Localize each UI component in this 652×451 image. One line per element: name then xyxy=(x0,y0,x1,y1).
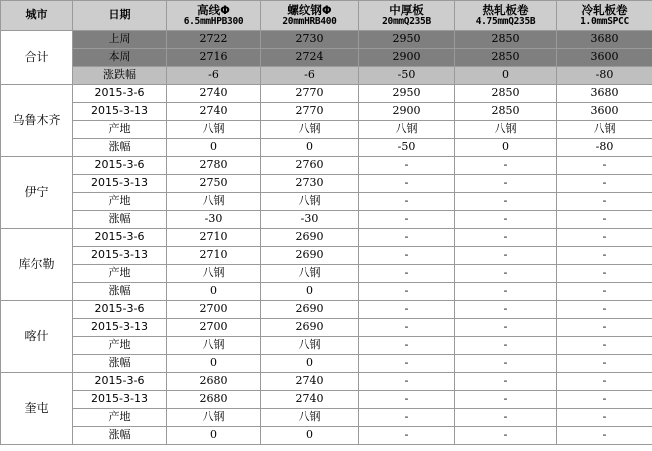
value-cell: 0 xyxy=(167,283,261,301)
product-name: 中厚板 xyxy=(389,2,424,17)
table-row xyxy=(1,139,652,157)
product-spec: 20mmQ235B xyxy=(382,15,431,27)
value-cell: - xyxy=(359,409,455,427)
value-cell: - xyxy=(557,265,652,283)
value-cell: - xyxy=(359,355,455,373)
value-cell: 2900 xyxy=(359,49,455,67)
value-cell: - xyxy=(557,337,652,355)
value-cell: -30 xyxy=(167,211,261,229)
value-cell: -80 xyxy=(557,139,652,157)
value-cell: - xyxy=(359,373,455,391)
value-cell: - xyxy=(557,409,652,427)
value-cell: 0 xyxy=(261,355,359,373)
date-cell: 2015-3-13 xyxy=(73,319,167,337)
value-cell: 2780 xyxy=(167,157,261,175)
value-cell: - xyxy=(455,229,557,247)
value-cell: 八钢 xyxy=(261,121,359,139)
date-cell: 涨幅 xyxy=(73,211,167,229)
table-row xyxy=(1,427,652,445)
date-cell: 涨幅 xyxy=(73,283,167,301)
value-cell: 八钢 xyxy=(261,337,359,355)
value-cell: - xyxy=(455,319,557,337)
value-cell: - xyxy=(359,229,455,247)
value-cell: 3680 xyxy=(557,31,652,49)
value-cell: 2850 xyxy=(455,103,557,121)
value-cell: - xyxy=(455,301,557,319)
value-cell: - xyxy=(557,175,652,193)
value-cell: - xyxy=(557,301,652,319)
table-row xyxy=(1,157,652,175)
value-cell: 2950 xyxy=(359,31,455,49)
table-row xyxy=(1,103,652,121)
date-cell: 涨跌幅 xyxy=(73,67,167,85)
value-cell: - xyxy=(557,229,652,247)
value-cell: 2770 xyxy=(261,103,359,121)
table-row xyxy=(1,265,652,283)
product-name: 螺纹钢Φ xyxy=(287,2,332,17)
value-cell: -6 xyxy=(167,67,261,85)
summary-row xyxy=(1,49,652,67)
value-cell: 2740 xyxy=(167,85,261,103)
table-row xyxy=(1,409,652,427)
value-cell: 2760 xyxy=(261,157,359,175)
product-name: 冷轧板卷 xyxy=(581,2,628,17)
date-cell: 本周 xyxy=(73,49,167,67)
date-cell: 2015-3-13 xyxy=(73,391,167,409)
value-cell: - xyxy=(359,175,455,193)
table-row xyxy=(1,337,652,355)
product-header xyxy=(359,1,455,31)
value-cell: 2680 xyxy=(167,373,261,391)
date-cell: 2015-3-6 xyxy=(73,373,167,391)
city-cell: 喀什 xyxy=(1,301,73,373)
value-cell: - xyxy=(359,211,455,229)
date-cell: 2015-3-6 xyxy=(73,85,167,103)
summary-row xyxy=(1,67,652,85)
city-cell: 奎屯 xyxy=(1,373,73,445)
table-row xyxy=(1,211,652,229)
value-cell: -50 xyxy=(359,67,455,85)
value-cell: - xyxy=(359,337,455,355)
value-cell: - xyxy=(455,373,557,391)
value-cell: 2950 xyxy=(359,85,455,103)
value-cell: 2850 xyxy=(455,49,557,67)
value-cell: - xyxy=(359,427,455,445)
product-header xyxy=(261,1,359,31)
value-cell: 3600 xyxy=(557,103,652,121)
date-cell: 涨幅 xyxy=(73,139,167,157)
table-row xyxy=(1,355,652,373)
value-cell: - xyxy=(455,409,557,427)
value-cell: - xyxy=(557,319,652,337)
value-cell: - xyxy=(359,283,455,301)
value-cell: 八钢 xyxy=(167,337,261,355)
value-cell: - xyxy=(557,283,652,301)
value-cell: 八钢 xyxy=(167,121,261,139)
value-cell: -6 xyxy=(261,67,359,85)
product-header xyxy=(455,1,557,31)
date-cell: 2015-3-6 xyxy=(73,229,167,247)
value-cell: 0 xyxy=(167,355,261,373)
value-cell: 0 xyxy=(167,139,261,157)
table-row xyxy=(1,283,652,301)
product-header xyxy=(167,1,261,31)
date-cell: 涨幅 xyxy=(73,427,167,445)
date-header: 日期 xyxy=(73,1,167,31)
value-cell: 2690 xyxy=(261,319,359,337)
value-cell: 八钢 xyxy=(261,265,359,283)
value-cell: 2716 xyxy=(167,49,261,67)
header-row xyxy=(1,1,652,31)
date-cell: 涨幅 xyxy=(73,355,167,373)
city-cell: 乌鲁木齐 xyxy=(1,85,73,157)
value-cell: - xyxy=(455,355,557,373)
date-cell: 产地 xyxy=(73,265,167,283)
table-row xyxy=(1,247,652,265)
value-cell: 2710 xyxy=(167,229,261,247)
value-cell: - xyxy=(455,247,557,265)
product-name: 高线Φ xyxy=(197,2,230,17)
value-cell: - xyxy=(557,373,652,391)
value-cell: - xyxy=(455,211,557,229)
product-name: 热轧板卷 xyxy=(482,2,529,17)
product-spec: 20mmHRB400 xyxy=(282,15,337,27)
value-cell: - xyxy=(557,193,652,211)
value-cell: 2850 xyxy=(455,85,557,103)
summary-row xyxy=(1,31,652,49)
table-row xyxy=(1,319,652,337)
value-cell: - xyxy=(359,391,455,409)
value-cell: 2690 xyxy=(261,247,359,265)
value-cell: -50 xyxy=(359,139,455,157)
value-cell: 2680 xyxy=(167,391,261,409)
value-cell: - xyxy=(557,157,652,175)
value-cell: - xyxy=(359,157,455,175)
value-cell: - xyxy=(455,427,557,445)
value-cell: 0 xyxy=(261,283,359,301)
value-cell: 八钢 xyxy=(167,265,261,283)
value-cell: - xyxy=(557,355,652,373)
value-cell: 2750 xyxy=(167,175,261,193)
date-cell: 2015-3-6 xyxy=(73,157,167,175)
value-cell: 0 xyxy=(455,67,557,85)
value-cell: - xyxy=(557,211,652,229)
value-cell: 0 xyxy=(261,139,359,157)
value-cell: 2710 xyxy=(167,247,261,265)
value-cell: 2722 xyxy=(167,31,261,49)
value-cell: 2850 xyxy=(455,31,557,49)
value-cell: 2900 xyxy=(359,103,455,121)
product-spec: 6.5mmHPB300 xyxy=(183,15,244,27)
value-cell: 0 xyxy=(455,139,557,157)
value-cell: - xyxy=(557,391,652,409)
table-row xyxy=(1,229,652,247)
date-cell: 2015-3-13 xyxy=(73,103,167,121)
value-cell: 2690 xyxy=(261,301,359,319)
date-cell: 产地 xyxy=(73,193,167,211)
value-cell: 2700 xyxy=(167,301,261,319)
value-cell: - xyxy=(455,283,557,301)
value-cell: 2700 xyxy=(167,319,261,337)
value-cell: - xyxy=(359,193,455,211)
value-cell: 八钢 xyxy=(261,193,359,211)
city-header: 城市 xyxy=(1,1,73,31)
table-row xyxy=(1,373,652,391)
value-cell: 八钢 xyxy=(557,121,652,139)
value-cell: 2740 xyxy=(261,391,359,409)
date-cell: 产地 xyxy=(73,337,167,355)
value-cell: 3600 xyxy=(557,49,652,67)
table-row xyxy=(1,121,652,139)
value-cell: - xyxy=(455,265,557,283)
value-cell: - xyxy=(455,175,557,193)
value-cell: - xyxy=(359,319,455,337)
value-cell: 0 xyxy=(167,427,261,445)
value-cell: 2770 xyxy=(261,85,359,103)
value-cell: - xyxy=(557,427,652,445)
value-cell: - xyxy=(557,247,652,265)
value-cell: - xyxy=(359,247,455,265)
city-cell: 合计 xyxy=(1,31,73,85)
value-cell: 2724 xyxy=(261,49,359,67)
date-cell: 2015-3-13 xyxy=(73,175,167,193)
value-cell: 2730 xyxy=(261,31,359,49)
value-cell: - xyxy=(455,391,557,409)
value-cell: 2740 xyxy=(167,103,261,121)
date-cell: 2015-3-13 xyxy=(73,247,167,265)
value-cell: - xyxy=(359,301,455,319)
value-cell: - xyxy=(359,265,455,283)
value-cell: - xyxy=(455,337,557,355)
product-spec: 4.75mmQ235B xyxy=(475,15,536,27)
product-spec: 1.0mmSPCC xyxy=(580,15,629,27)
table-row xyxy=(1,391,652,409)
date-cell: 产地 xyxy=(73,409,167,427)
value-cell: 八钢 xyxy=(455,121,557,139)
date-cell: 产地 xyxy=(73,121,167,139)
table-row xyxy=(1,85,652,103)
city-cell: 伊宁 xyxy=(1,157,73,229)
value-cell: - xyxy=(455,193,557,211)
date-cell: 2015-3-6 xyxy=(73,301,167,319)
value-cell: 2740 xyxy=(261,373,359,391)
value-cell: - xyxy=(455,157,557,175)
table-row xyxy=(1,193,652,211)
value-cell: 八钢 xyxy=(167,409,261,427)
value-cell: 八钢 xyxy=(359,121,455,139)
value-cell: 2730 xyxy=(261,175,359,193)
value-cell: -30 xyxy=(261,211,359,229)
table-row xyxy=(1,175,652,193)
date-cell: 上周 xyxy=(73,31,167,49)
value-cell: 0 xyxy=(261,427,359,445)
table-row xyxy=(1,301,652,319)
product-header xyxy=(557,1,652,31)
value-cell: -80 xyxy=(557,67,652,85)
value-cell: 八钢 xyxy=(261,409,359,427)
city-cell: 库尔勒 xyxy=(1,229,73,301)
value-cell: 3680 xyxy=(557,85,652,103)
value-cell: 2690 xyxy=(261,229,359,247)
value-cell: 八钢 xyxy=(167,193,261,211)
